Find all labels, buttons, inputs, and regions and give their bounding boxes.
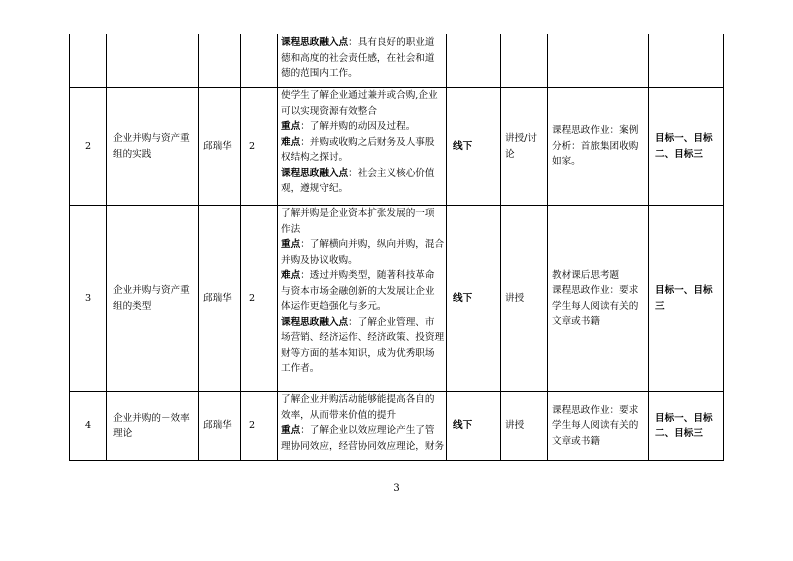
content-line <box>281 35 446 51</box>
content-line <box>281 222 446 238</box>
content-keyword: 重点 <box>281 425 301 436</box>
teaching-method-cell <box>501 206 547 391</box>
content-line <box>281 330 446 346</box>
homework-cell <box>548 88 648 205</box>
content-line <box>281 423 446 439</box>
topic-text: 企业并购与资产重 <box>113 133 190 144</box>
topic-text: 企业并购的－效率 <box>113 412 190 424</box>
content-text: 效率，从而带来价值的提升 <box>281 409 397 421</box>
content-line <box>281 392 446 408</box>
homework-cell <box>548 35 648 87</box>
homework-text: 文章或书籍 <box>552 316 600 327</box>
lesson-number: 2 <box>84 140 92 152</box>
course-goal: 二、目标三 <box>655 428 703 439</box>
course-goal: 目标一、目标 <box>655 133 713 144</box>
lesson-number-cell <box>70 392 106 460</box>
content-text: 并购及协议收购。 <box>281 254 358 266</box>
course-goal-cell <box>649 206 723 391</box>
content-keyword: 课程思政融入点 <box>281 167 349 179</box>
topic-cell <box>107 88 198 205</box>
content-line <box>281 119 446 135</box>
content-keyword: 难点 <box>281 136 301 148</box>
content-text: 场营销、经济运作、经济政策、投资理 <box>281 332 445 343</box>
content-text: ：社会主义核心价值 <box>348 167 435 179</box>
teaching-method: 讲授 <box>505 292 525 304</box>
teaching-method: 讲授/讨 <box>505 133 538 144</box>
teacher-name: 邱瑞华 <box>203 140 232 152</box>
teacher-name: 邱瑞华 <box>203 292 232 304</box>
hours-cell <box>241 35 277 87</box>
content-text: 理协同效应，经营协同效应理论，财务 <box>281 440 445 452</box>
topic-text: 组的实践 <box>113 148 152 160</box>
homework-cell <box>548 206 648 391</box>
content-line <box>281 237 446 253</box>
content-text: ：了解并购的动因及过程。 <box>300 121 416 132</box>
homework-text: 学生每人阅读有关的 <box>552 420 639 432</box>
content-text: 财等方面的基本知识，成为优秀职场 <box>281 347 435 359</box>
content-cell <box>278 392 446 460</box>
content-line <box>281 206 446 222</box>
lesson-number: 4 <box>84 420 92 432</box>
teaching-mode: 线下 <box>453 140 473 152</box>
course-goal-cell <box>649 35 723 87</box>
lesson-number-cell <box>70 35 106 87</box>
content-cell <box>278 206 446 391</box>
class-hours: 2 <box>249 292 256 304</box>
homework-text: 课程思政作业：要求 <box>552 285 639 296</box>
content-text: 可以实现资源有效整合 <box>281 105 377 117</box>
homework-text: 教材课后思考题 <box>552 269 620 281</box>
teaching-mode-cell <box>447 35 500 87</box>
content-line <box>281 135 446 151</box>
content-text: 作法 <box>281 223 301 235</box>
content-text: 使学生了解企业通过兼并或合购,企业 <box>281 90 438 101</box>
hours-cell <box>241 88 277 205</box>
content-keyword: 难点 <box>281 270 301 281</box>
topic-cell <box>107 35 198 87</box>
content-keyword: 重点 <box>281 239 301 250</box>
content-text: 体运作更趋强化与多元。 <box>281 301 387 312</box>
teaching-method-cell <box>501 35 547 87</box>
topic-text: 组的类型 <box>113 300 152 312</box>
teaching-method-cell <box>501 88 547 205</box>
teaching-method: 讲授 <box>505 420 525 432</box>
content-text: ：了解横向并购，纵向并购，混合 <box>300 239 445 250</box>
teaching-mode: 线下 <box>453 292 473 304</box>
teacher-cell <box>199 392 240 460</box>
teacher-cell <box>199 206 240 391</box>
content-line <box>281 361 446 377</box>
teacher-cell <box>199 35 240 87</box>
course-goal: 目标一、目标 <box>655 412 713 424</box>
class-hours: 2 <box>249 420 256 432</box>
content-line <box>281 166 446 182</box>
teaching-mode: 线下 <box>453 420 473 432</box>
homework-text: 分析：首旅集团收购 <box>552 140 639 152</box>
content-line <box>281 104 446 120</box>
content-keyword: 课程思政融入点 <box>281 316 349 328</box>
topic-cell <box>107 206 198 391</box>
content-cell <box>278 35 446 87</box>
content-text: ：透过并购类型，随著科技革命 <box>300 270 435 281</box>
content-line <box>281 51 446 67</box>
content-line <box>281 88 446 104</box>
content-line <box>281 181 446 197</box>
table-row-border <box>69 460 724 461</box>
teacher-cell <box>199 88 240 205</box>
content-cell <box>278 88 446 205</box>
course-goal: 目标一、目标 <box>655 285 713 296</box>
course-goal-cell <box>649 392 723 460</box>
course-goal-cell <box>649 88 723 205</box>
content-line <box>281 439 446 455</box>
content-text: ：具有良好的职业道 <box>348 37 435 48</box>
topic-text: 企业并购与资产重 <box>113 285 190 296</box>
teaching-mode-cell <box>447 206 500 391</box>
teaching-method: 论 <box>505 148 515 160</box>
content-text: 权结构之探讨。 <box>281 152 349 163</box>
content-line <box>281 299 446 315</box>
content-text: 了解企业并购活动能够能提高各自的 <box>281 394 435 405</box>
homework-text: 课程思政作业：案例 <box>552 125 639 137</box>
content-line <box>281 253 446 269</box>
class-hours: 2 <box>249 140 256 152</box>
content-line <box>281 66 446 82</box>
content-line <box>281 315 446 331</box>
content-line <box>281 268 446 284</box>
hours-cell <box>241 392 277 460</box>
content-text: 工作者。 <box>281 363 320 374</box>
homework-text: 课程思政作业：要求 <box>552 404 639 416</box>
content-keyword: 课程思政融入点 <box>281 37 349 48</box>
content-text: 与资本市场金融创新的大发展让企业 <box>281 285 435 297</box>
content-text: 德和高度的社会责任感，在社会和道 <box>281 52 435 64</box>
lesson-number: 3 <box>84 292 92 304</box>
content-text: ：并购或收购之后财务及人事股 <box>300 136 435 148</box>
content-line <box>281 346 446 362</box>
homework-text: 文章或书籍 <box>552 435 600 447</box>
table-column-border <box>723 34 724 461</box>
course-goal: 二、目标三 <box>655 148 703 160</box>
content-text: 观，遵规守纪。 <box>281 183 349 194</box>
teaching-mode-cell <box>447 88 500 205</box>
course-goal: 三 <box>655 300 665 312</box>
lesson-number-cell <box>70 206 106 391</box>
hours-cell <box>241 206 277 391</box>
topic-text: 理论 <box>113 428 133 439</box>
content-text: 了解并购是企业资本扩张发展的一项 <box>281 208 435 219</box>
homework-text: 如家。 <box>552 156 581 168</box>
homework-text: 学生每人阅读有关的 <box>552 300 639 312</box>
content-line <box>281 408 446 424</box>
teaching-mode-cell <box>447 392 500 460</box>
content-text: 德的范围内工作。 <box>281 68 358 79</box>
topic-cell <box>107 392 198 460</box>
teaching-method-cell <box>501 392 547 460</box>
content-text: ：了解企业管理、市 <box>348 316 435 328</box>
content-keyword: 重点 <box>281 121 301 132</box>
lesson-number-cell <box>70 88 106 205</box>
page-number: 3 <box>393 483 400 494</box>
content-text: ：了解企业以效应理论产生了管 <box>300 425 435 436</box>
teacher-name: 邱瑞华 <box>203 420 232 432</box>
homework-cell <box>548 392 648 460</box>
content-line <box>281 284 446 300</box>
content-line <box>281 150 446 166</box>
